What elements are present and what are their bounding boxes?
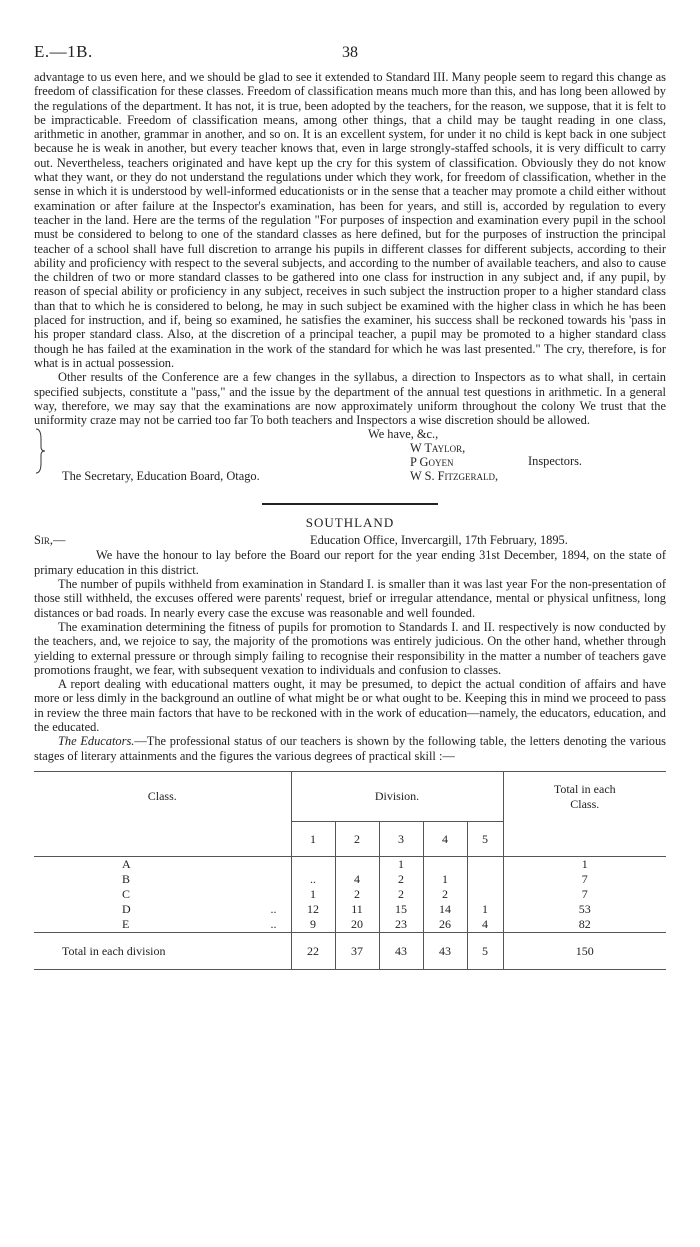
table-cell — [467, 887, 503, 902]
table-cell: 9 — [291, 917, 335, 933]
table-cell: 7 — [503, 872, 666, 887]
division-header-cell: 4 — [423, 822, 467, 857]
table-cell: 1 — [467, 902, 503, 917]
table-row — [34, 857, 666, 873]
table-cell: 1 — [423, 872, 467, 887]
table-cell — [467, 857, 503, 873]
table-footer-row — [34, 933, 666, 970]
table-cell: 15 — [379, 902, 423, 917]
inspectors-role: Inspectors. — [528, 454, 583, 469]
table-cell: 11 — [335, 902, 379, 917]
page-header — [34, 42, 666, 70]
table-cell: 20 — [335, 917, 379, 933]
leader-dots: .. — [270, 917, 277, 932]
table-cell: 4 — [335, 872, 379, 887]
class-label: C — [122, 887, 131, 902]
table-cell: 23 — [379, 917, 423, 933]
class-label: B — [122, 872, 131, 887]
signatory: W S. Fitzgerald, — [410, 469, 499, 484]
class-label: A — [122, 857, 131, 872]
division-header-cell: 1 — [291, 822, 335, 857]
table-cell: 82 — [503, 917, 666, 933]
table-cell: 26 — [423, 917, 467, 933]
section-divider — [262, 503, 438, 505]
total-column-header: Total in each Class. — [503, 771, 666, 822]
division-header-cell: 2 — [335, 822, 379, 857]
class-column-header: Class. — [147, 789, 177, 804]
table-cell: 7 — [503, 887, 666, 902]
dateline: Education Office, Invercargill, 17th February, 1895. — [310, 533, 568, 548]
footer-label: Total in each division — [34, 933, 291, 970]
educators-title: The Educators. — [58, 734, 135, 749]
section-heading: SOUTHLAND — [305, 515, 395, 531]
signature-block — [34, 427, 666, 491]
table-cell — [423, 857, 467, 873]
southland-paragraph: The number of pupils withheld from examination in Standard I. is smaller than it was last year For the non-presentation of those still withheld, the excuses offered were parents' request, brief or irregular attendance, mental or physical unfitness, long distances or bad roads. In nearly every case the excuse was reasonable and well founded. — [34, 577, 666, 620]
division-header-cell: 5 — [467, 822, 503, 857]
table-cell: 1 — [503, 857, 666, 873]
salutation: Sir,— — [34, 533, 66, 548]
table-row — [34, 887, 666, 902]
addressee: The Secretary, Education Board, Otago. — [62, 469, 260, 484]
table-cell: 1 — [291, 887, 335, 902]
table-cell: 53 — [503, 902, 666, 917]
table-row — [34, 902, 666, 917]
footer-total: 150 — [503, 933, 666, 970]
educators-table — [34, 771, 666, 971]
table-row — [34, 917, 666, 933]
educators-paragraph — [34, 734, 666, 763]
class-label: E — [122, 917, 130, 932]
otago-paragraph: Other results of the Conference are a few changes in the syllabus, a direction to Inspectors as to what shall, in certain specified subjects, constitute a "pass," and the issue by the department of the annual test questions in arithmetic. In a general way, therefore, we may say that the examinations are now approximately uniform throughout the colony We trust that the uniformity craze may not be carried too far To both teachers and Inspectors a wise discretion should be allowed. — [34, 370, 666, 428]
footer-cell: 37 — [335, 933, 379, 970]
document-page — [34, 42, 666, 970]
educators-text: —The professional status of our teachers is shown by the following table, the letters denoting the various stages of literary attainments and the figures the various degrees of practical skill :— — [34, 734, 667, 763]
southland-paragraph: We have the honour to lay before the Board our report for the year ending 31st December, 1894, on the state of primary education in this district. — [34, 548, 666, 577]
footer-cell: 43 — [379, 933, 423, 970]
page-number: 38 — [342, 44, 358, 61]
table-cell: 1 — [379, 857, 423, 873]
footer-cell: 22 — [291, 933, 335, 970]
division-column-header: Division. — [291, 771, 503, 822]
table-row — [34, 872, 666, 887]
table-cell: 2 — [335, 887, 379, 902]
table-cell — [467, 872, 503, 887]
table-cell: 2 — [379, 887, 423, 902]
southland-paragraph: The examination determining the fitness of pupils for promotion to Standards I. and II. respectively is now conducted by the teachers, and, we rejoice to say, the majority of the promotions was entirely judicious. On the other hand, whether through yielding to external pressure or through simply failing to recognise their responsibility in the matter a number of teachers gave promotions fraught, we fear, with subsequent vexation to individuals and confusion to classes. — [34, 619, 666, 677]
brace-icon — [34, 427, 46, 475]
document-reference: E.—1B. — [34, 42, 93, 61]
southland-paragraph: A report dealing with educational matters ought, it may be presumed, to depict the actual condition of affairs and have more or less dimly in the background an outline of what might be or what ought to be. Keeping this in mind we proceed to pass in review the three main factors that have to be reckoned with in the work of education—namely, the educators, education, and the educated. — [34, 677, 666, 734]
salutation-line — [34, 533, 666, 548]
table-cell — [291, 857, 335, 873]
signatory: W Taylor, — [410, 441, 466, 456]
table-cell: 2 — [423, 887, 467, 902]
table-cell: 14 — [423, 902, 467, 917]
table-cell — [335, 857, 379, 873]
table-cell: 4 — [467, 917, 503, 933]
otago-paragraph: advantage to us even here, and we should be glad to see it extended to Standard III. Many people seem to regard this change as freedom of classification for these classes. Freedom of classification means much more than this, and has long been allowed by the regulations of the department. It has not, it is true, been adopted by the teachers, for the reason, we suppose, that it is felt to be impracticable. Freedom of classification means, among other things, that a child may be taught reading in one class, arithmetic in another, grammar in another, and so on. It is an excellent system, for under it no child is kept back in one subject because he is weak in another, but every teacher knows that, even in large strongly-staffed schools, it is very difficult to carry out. Nevertheless, teachers originated and have kept up the cry for this system of classification. Obviously they do not know what they want, or they do not understand the regulations under which they work, for freedom of classification, whether in the sense in which it is understood by well-informed educationists or in the sense that a teacher may promote a child either without examination or after failure at the Inspector's examination, has been for years, and still is, accorded by regulation to every teacher in the land. Here are the terms of the regulation "For purposes of inspection and examination every pupil in the school must be considered to belong to one of the standard classes as here defined, but for the purposes of instruction the principal teacher of a school shall have full discretion to arrange his pupils in different classes for different subjects, according to their ability and proficiency with respect to the several subjects, and according to the number of available teachers, and also to cause the children of two or more standard classes to be gathered into one class for instruction in any subject and, if any pupil, by reason of special ability or proficiency in any subject, receives in such subject the instruction proper to a higher standard class than that to which he is considered to belong, he may in such subject be examined with the higher class in which he has been placed for instruction, and if, being so examined, he satisfies the examiner, his success shall be reckoned towards his 'pass in his proper standard class. Also, at the discretion of a principal teacher, a pupil may be promoted to a higher standard class though he has failed at the examination in the work of the standard for which he was last presented." The cry, therefore, is for what is in actual possession. — [34, 70, 666, 370]
class-label: D — [122, 902, 131, 917]
leader-dots: .. — [270, 902, 277, 917]
footer-cell: 5 — [467, 933, 503, 970]
footer-cell: 43 — [423, 933, 467, 970]
table-cell: 2 — [379, 872, 423, 887]
closing-line: We have, &c., — [368, 427, 439, 442]
division-header-cell: 3 — [379, 822, 423, 857]
signatory: P Goyen — [410, 455, 454, 470]
table-cell: 12 — [291, 902, 335, 917]
table-cell: .. — [291, 872, 335, 887]
